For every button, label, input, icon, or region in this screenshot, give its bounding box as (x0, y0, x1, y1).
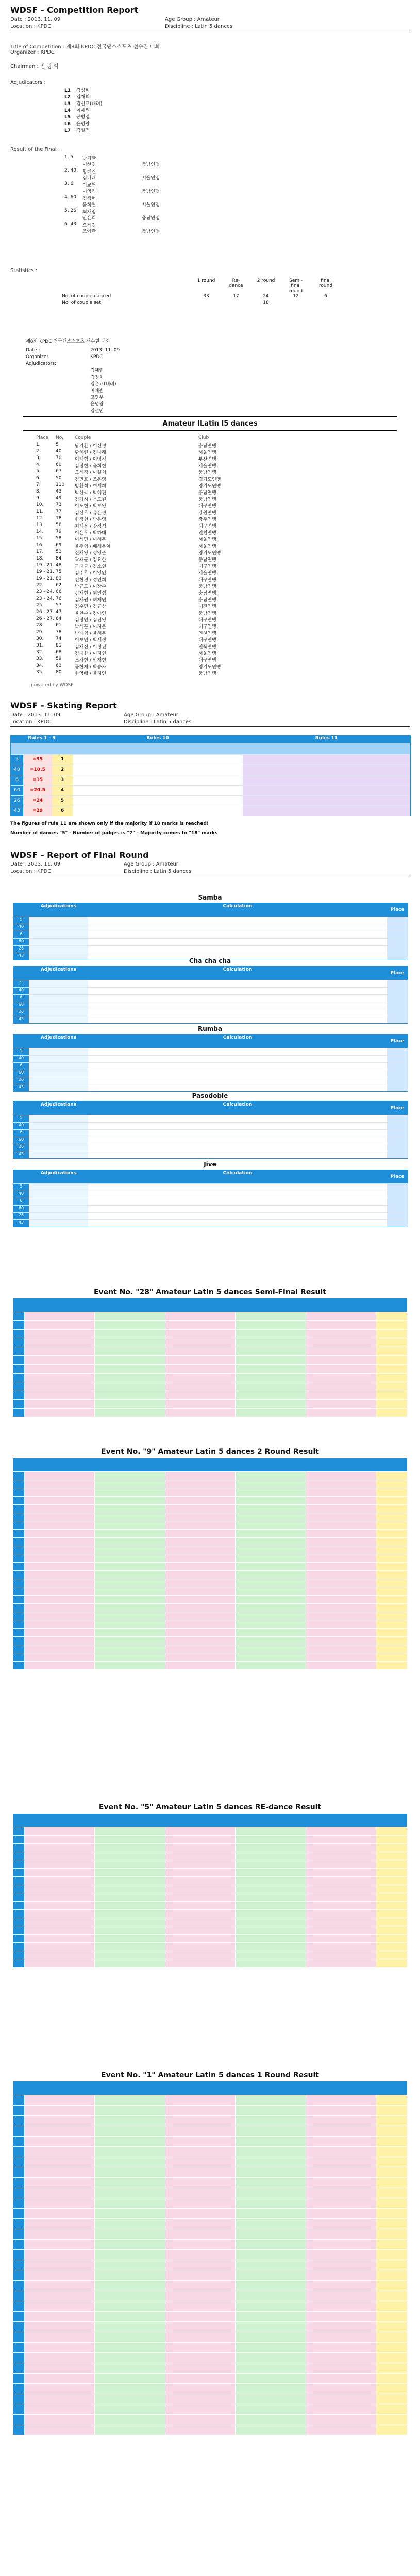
amateur-table-row: 19 - 21. 83 전현경 / 정민희 대구연맹 (36, 576, 216, 583)
organizer-label: Organizer: (26, 354, 50, 360)
event-5-title: Event No. "5" Amateur Latin 5 dances RE-dance Result (98, 1803, 322, 1811)
adjudicator-item: L6 윤명광 (64, 122, 90, 127)
amateur-table-row: 23 - 24. 76 김재권 / 허재연 충남연맹 (36, 596, 216, 603)
location-label: Location : KPDC (10, 24, 52, 29)
amateur-table-row: 18. 84 곽재균 / 김요한 충남연맹 (36, 556, 216, 563)
dance-title: Rumba (198, 1025, 222, 1032)
organizer-value: KPDC (90, 354, 103, 360)
amateur-table-row: 35. 80 한영배 / 윤지연 충남연맹 (36, 670, 216, 676)
amateur-table-row: 28. 61 박세훈 / 이지은 대구연맹 (36, 623, 216, 630)
amateur-table-row: 9. 49 김가시 / 문도원 충남연맹 (36, 496, 216, 502)
skating-sub-headers (11, 743, 410, 754)
skating-table (10, 735, 411, 816)
adjudicators-list-2: 김혜린 김정희 김은교(내려) 이재원 고영우 윤명광 김설민 (90, 368, 116, 414)
amateur-table-row: 26 - 27. 47 윤현수 / 김아인 충남연맹 (36, 609, 216, 616)
event-9-title: Event No. "9" Amateur Latin 5 dances 2 Round Result (101, 1448, 319, 1456)
adjudicator-item: L3 김선교(내려) (64, 101, 103, 107)
amateur-table-row: 26 - 27. 64 김정민 / 김진영 대구연맹 (36, 616, 216, 623)
skating-rule-headers (11, 736, 410, 743)
amateur-table-row: 22. 62 박규도 / 이장수 충남연맹 (36, 583, 216, 589)
amateur-table-row: 12. 18 한정현 / 박은영 광주연맹 (36, 516, 216, 522)
skating-row: 5 =35 1 (11, 754, 410, 765)
competition-report-title: WDSF - Competition Report (10, 5, 139, 15)
skating-report-title: WDSF - Skating Report (10, 701, 117, 710)
location-label: Location : KPDC (10, 869, 52, 874)
adjudicator-item: L4 이재원 (64, 108, 90, 113)
skating-row: 6 =15 3 (11, 775, 410, 785)
age-group-label: Age Group : Amateur (165, 16, 220, 22)
final-result-item: 5. 26 최재영 안은희 충남연맹 (64, 208, 160, 221)
adjudicators-label: Adjudicators : (10, 80, 46, 86)
final-round-table: Adjudications Calculation Place 5 40 6 60 26 43 (13, 1170, 408, 1227)
stats-rows (62, 294, 327, 307)
amateur-table (36, 435, 325, 676)
skating-row: 26 =24 5 (11, 795, 410, 806)
stats-row: No. of couple danced 33 17 24 12 6 (62, 294, 327, 299)
final-round-table: Adjudications Calculation Place 5 40 6 60 26 43 (13, 903, 408, 960)
amateur-table-row: 7. 110 방환석 / 여세희 경기도연맹 (36, 482, 221, 489)
skating-note-2: Number of dances "5" - Number of judges is "7" - Majority comes to "18" marks (10, 831, 218, 836)
amateur-table-row: 33. 59 오가현 / 안재현 대구연맹 (36, 656, 216, 663)
amateur-table-header: Place No. Couple Club (36, 435, 209, 440)
adjudicator-item: L2 김재희 (64, 95, 90, 100)
final-result-item: 1. 5 남기환 이선경 충남연맹 (64, 155, 160, 167)
age-group-label: Age Group : Amateur (124, 712, 178, 718)
final-round-table: Adjudications Calculation Place 5 40 6 60 26 43 (13, 1101, 408, 1159)
amateur-table-row: 31. 81 김재신 / 이정진 전북연맹 (36, 643, 216, 650)
event-name: 제8회 KPDC 전국댄스스포츠 선수권 대회 (26, 339, 110, 344)
skating-row: 40 =10.5 2 (11, 765, 410, 775)
adjudicator-item: L7 김설민 (64, 128, 90, 133)
amateur-table-row: 23 - 24. 66 김재헌 / 최민섭 충남연맹 (36, 589, 216, 596)
statistics-label: Statistics : (10, 268, 38, 274)
final-round-table: Adjudications Calculation Place 5 40 6 60 26 43 (13, 1034, 408, 1092)
amateur-table-row: 13. 56 최재운 / 강정석 대구연맹 (36, 522, 216, 529)
event-5-matrix (13, 1814, 407, 1965)
amateur-table-row: 19 - 21. 48 구대균 / 김소현 대구연맹 (36, 563, 216, 569)
dance-title: Samba (198, 894, 222, 901)
final-results-list (64, 155, 219, 235)
amateur-table-row: 8. 43 박선국 / 박혜진 충남연맹 (36, 489, 216, 496)
amateur-table-row: 17. 53 신재영 / 성영준 경기도연맹 (36, 549, 221, 556)
amateur-table-row: 11. 77 김선호 / 유은경 강원연맹 (36, 509, 216, 516)
adjudicator-item: L1 김성희 (64, 88, 90, 93)
skating-row: 43 =29 6 (11, 806, 410, 816)
amateur-table-row: 5. 67 오세경 / 이설희 충남연맹 (36, 469, 216, 476)
amateur-table-row: 10. 73 이도현 / 박보영 대구연맹 (36, 502, 216, 509)
final-result-item: 2. 40 황혜린 김나래 서울연맹 (64, 168, 160, 181)
amateur-table-row: 2. 40 황혜린 / 김나래 서울연맹 (36, 449, 216, 455)
divider (10, 726, 410, 727)
amateur-footer: powered by WDSF (31, 683, 74, 688)
date-label: Date : 2013. 11. 09 (10, 16, 61, 22)
chairman: Chairman : 안 광 석 (10, 64, 59, 70)
event-1-matrix (13, 2081, 407, 2432)
amateur-table-row: 14. 79 이은우 / 박하대 인천연맹 (36, 529, 216, 536)
amateur-table-row: 32. 68 김대한 / 이지헌 서울연맹 (36, 650, 216, 656)
final-result-item: 4. 60 김정현 윤희현 서울연맹 (64, 195, 160, 208)
amateur-table-row: 25. 57 김수민 / 김규산 대전연맹 (36, 603, 216, 609)
stats-headers: 1 round Re-dance 2 round Semi-final round final round (197, 278, 333, 294)
dance-title: Pasodoble (192, 1092, 228, 1099)
amateur-table-row: 4. 60 김정현 / 윤희현 서울연맹 (36, 462, 216, 469)
dance-title: Jive (204, 1161, 216, 1168)
divider (23, 416, 397, 417)
date-label: Date : 2013. 11. 09 (10, 712, 61, 718)
final-round-table: Adjudications Calculation Place 5 40 6 60 26 43 (13, 966, 408, 1024)
age-group-label: Age Group : Amateur (124, 861, 178, 867)
final-round-title: WDSF - Report of Final Round (10, 850, 149, 860)
adjudicators-label-2: Adjudicators: (26, 361, 57, 366)
stats-row: No. of couple set 18 (62, 300, 269, 306)
discipline-label: Discipline : Latin 5 dances (124, 719, 192, 725)
rules-11-header: Rules 11 (243, 736, 410, 743)
amateur-table-row: 29. 78 박재형 / 윤혜은 인천연맹 (36, 630, 216, 636)
location-label: Location : KPDC (10, 719, 52, 725)
amateur-table-row: 19 - 21. 75 김주호 / 이영인 서울연맹 (36, 569, 216, 576)
result-label: Result of the Final : (10, 147, 60, 152)
rules-1-9-header: Rules 1 - 9 (11, 736, 73, 743)
skating-note-1: The figures of rule 11 are shown only if the majority if 18 marks is reached! (10, 821, 209, 826)
amateur-table-row: 15. 58 이세민 / 이혜은 서울연맹 (36, 536, 216, 543)
rules-10-header: Rules 10 (73, 736, 243, 743)
discipline-label: Discipline : Latin 5 dances (165, 24, 233, 29)
adjudicator-item: L5 공병정 (64, 115, 90, 120)
date-label: Date : 2013. 11. 09 (10, 861, 61, 867)
amateur-table-row: 16. 69 윤주형 / 배해용치 서울연맹 (36, 543, 216, 549)
organizer: Organizer : KPDC (10, 49, 55, 55)
amateur-table-title: Amateur ILatin I5 dances (162, 420, 258, 428)
date: Date : (26, 348, 40, 353)
amateur-table-row: 3. 70 이재형 / 이영직 부산연맹 (36, 455, 216, 462)
date-value: 2013. 11. 09 (90, 348, 120, 353)
final-result-item: 3. 6 이교현 이영진 충남연맹 (64, 181, 160, 194)
amateur-table-row: 30. 74 이보민 / 박세정 대구연맹 (36, 636, 216, 643)
dance-title: Cha cha cha (189, 957, 231, 964)
event-28-title: Event No. "28" Amateur Latin 5 dances Semi-Final Result (93, 1288, 327, 1296)
event-9-matrix (13, 1458, 407, 1662)
competition-title: Title of Competition : 제8회 KPDC 전국댄스스포츠 선수권 대회 (10, 44, 160, 50)
adjudicator-list (64, 87, 167, 133)
event-1-title: Event No. "1" Amateur Latin 5 dances 1 Round Result (101, 2071, 319, 2079)
discipline-label: Discipline : Latin 5 dances (124, 869, 192, 874)
amateur-table-row: 6. 50 김민호 / 조은영 경기도연맹 (36, 476, 221, 482)
skating-row: 60 =20.5 4 (11, 785, 410, 795)
event-28-matrix (13, 1298, 407, 1414)
final-result-item: 6. 43 오세경 조아란 충남연맹 (64, 222, 160, 234)
amateur-table-row: 34. 63 윤현재 / 박승자 경기도연맹 (36, 663, 221, 670)
amateur-table-row: 1. 5 남기환 / 이선경 충남연맹 (36, 442, 216, 449)
divider (23, 430, 397, 431)
